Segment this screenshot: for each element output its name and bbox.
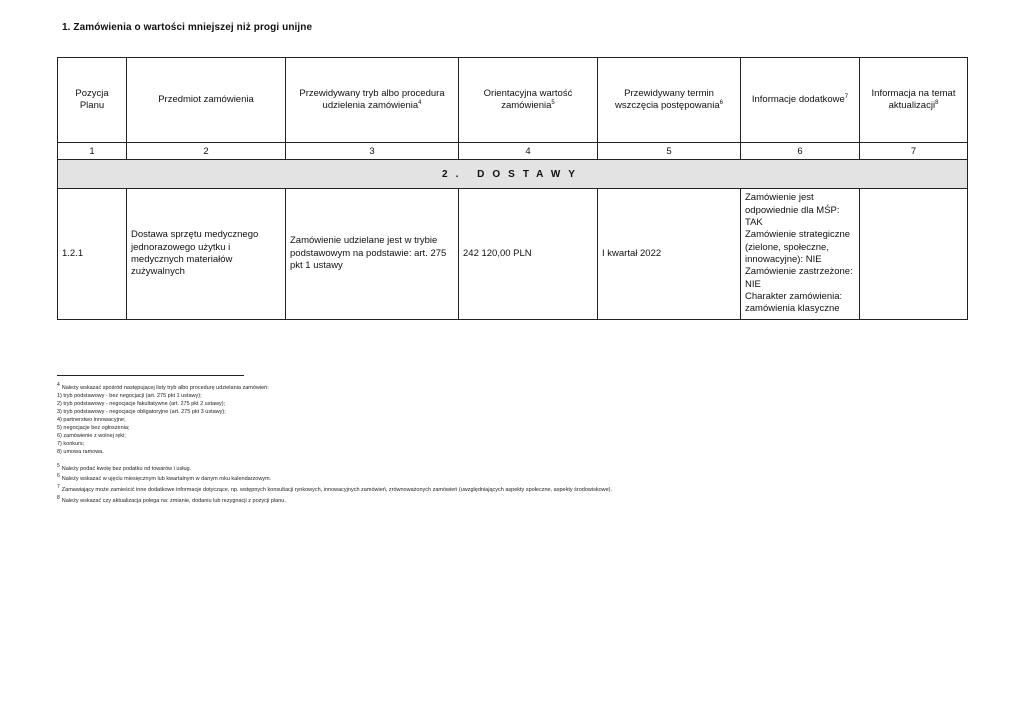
cell-procedure: Zamówienie udzielane jest w trybie podstawowym na podstawie: art. 275 pkt 1 ustawy (286, 189, 459, 320)
info-line: Charakter zamówienia: zamówienia klasyczne (745, 291, 843, 315)
footnote-5: 5 Należy podać kwotę bez podatku od towarów i usług. (57, 462, 192, 472)
footnote-divider (57, 375, 244, 376)
footnote-4-item: 3) tryb podstawowy - negocjacje obligatoryjne (art. 275 pkt 3 ustawy); (57, 408, 226, 415)
cell-info (741, 189, 860, 320)
footnote-4-item: 1) tryb podstawowy - bez negocjacji (art. 275 pkt 1 ustawy); (57, 392, 202, 399)
section-label: 2. DOSTAWY (58, 160, 968, 189)
cell-term: I kwartał 2022 (598, 189, 741, 320)
header-info: Informacje dodatkowe$^7$ (741, 58, 860, 143)
footnote-4-item: 6) zamówienie z wolnej ręki; (57, 432, 126, 439)
header-subject: Przedmiot zamówienia (127, 58, 286, 143)
footnote-4-item: 5) negocjacje bez ogłoszenia; (57, 424, 130, 431)
header-update: Informacja na temat aktualizacji$^8$ (860, 58, 968, 143)
footnote-6: 6 Należy wskazać w ujęciu miesięcznym lub kwartalnym w danym roku kalendarzowym. (57, 473, 272, 483)
header-procedure: Przewidywany tryb albo procedura udzielenia zamówienia$^4$ (286, 58, 459, 143)
column-number: 6 (741, 143, 860, 160)
cell-value: 242 120,00 PLN (459, 189, 598, 320)
column-number: 3 (286, 143, 459, 160)
section-title: 1. Zamówienia o wartości mniejszej niż progi unijne (62, 22, 313, 33)
header-row (58, 58, 968, 143)
info-line: Zamówienie jest odpowiednie dla MŚP: TAK (745, 192, 840, 228)
procurement-plan-table (57, 57, 968, 320)
footnote-8: 8 Należy wskazać czy aktualizacja polega na: zmianie, dodaniu lub rezygnacji z pozycji planu. (57, 494, 286, 504)
column-number: 5 (598, 143, 741, 160)
cell-subject: Dostawa sprzętu medycznego jednorazowego użytku i medycznych materiałów zużywalnych (127, 189, 286, 320)
info-line: Zamówienie strategiczne (zielone, społeczne, innowacyjne): NIE (745, 229, 851, 265)
column-number: 7 (860, 143, 968, 160)
footnote-4-item: 2) tryb podstawowy - negocjacje fakultatywne (art. 275 pkt 2 ustawy); (57, 400, 226, 407)
header-value: Orientacyjna wartość zamówienia$^5$ (459, 58, 598, 143)
footnote-4-item: 7) konkurs; (57, 440, 85, 447)
table-row (58, 189, 968, 320)
column-number: 2 (127, 143, 286, 160)
info-line: Zamówienie zastrzeżone: NIE (745, 266, 853, 290)
column-number: 1 (58, 143, 127, 160)
section-row (58, 160, 968, 189)
footnote-4: 4 Należy wskazać spośród następującej listy tryb albo procedurę udzielania zamówień: (57, 382, 269, 391)
column-number: 4 (459, 143, 598, 160)
cell-update (860, 189, 968, 320)
header-position: Pozycja Planu (58, 58, 127, 143)
footnote-4-item: 8) umowa ramowa. (57, 448, 104, 455)
column-number-row (58, 143, 968, 160)
footnote-7: 7 Zamawiający może zamieścić inne dodatkowe informacje dotyczące, np. wstępnych konsultacji rynkowych, innowacyjnych zamówień, zrównoważonych zamówień (uwzględniających aspekty społeczne, aspekty środowiskowe). (57, 484, 613, 493)
footnote-4-item: 4) partnerstwo innowacyjne; (57, 416, 126, 423)
header-term: Przewidywany termin wszczęcia postępowania$^6$ (598, 58, 741, 143)
footnotes (57, 382, 957, 506)
cell-position: 1.2.1 (58, 189, 127, 320)
